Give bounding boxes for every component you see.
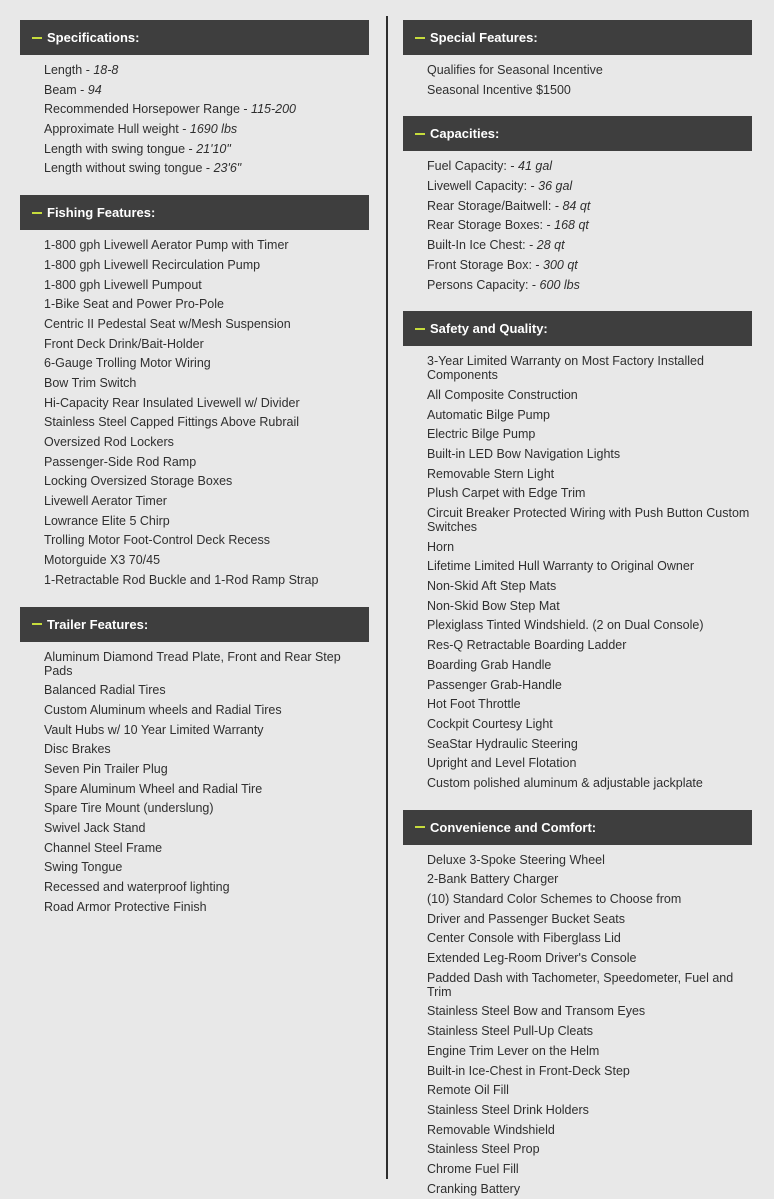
- item-label: Vault Hubs w/ 10 Year Limited Warranty: [44, 722, 264, 737]
- list-item: [427, 655, 752, 675]
- item-label: Channel Steel Frame: [44, 840, 163, 855]
- list-item: [427, 694, 752, 714]
- list-item: [44, 119, 369, 139]
- feature-list: [20, 642, 369, 917]
- list-item: [44, 452, 369, 472]
- item-label: Cranking Battery: [427, 1181, 521, 1196]
- list-item: [427, 1139, 752, 1159]
- item-label: Plush Carpet with Edge Trim: [427, 486, 586, 501]
- section-title: Fishing Features:: [47, 205, 156, 221]
- item-label: Length -: [44, 63, 94, 77]
- item-label: Stainless Steel Bow and Transom Eyes: [427, 1004, 646, 1019]
- list-item: [44, 550, 369, 570]
- list-item: [427, 734, 752, 754]
- list-item: [427, 850, 752, 870]
- list-item: [427, 1159, 752, 1179]
- item-label: Centric II Pedestal Seat w/Mesh Suspension: [44, 316, 291, 331]
- list-item: [44, 334, 369, 354]
- list-item: [44, 779, 369, 799]
- left-column: [20, 20, 369, 916]
- list-item: [44, 798, 369, 818]
- item-value: 300 qt: [543, 257, 578, 272]
- item-label: Balanced Radial Tires: [44, 683, 166, 698]
- section-header[interactable]: [20, 607, 369, 642]
- list-item: [44, 818, 369, 838]
- list-item: [427, 948, 752, 968]
- item-label: Deluxe 3-Spoke Steering Wheel: [427, 852, 605, 867]
- section-capacities: [403, 116, 752, 294]
- list-item: [44, 759, 369, 779]
- section-convenience-and-comfort: [403, 810, 752, 1199]
- item-label: Seasonal Incentive $1500: [427, 82, 571, 97]
- list-item: [44, 314, 369, 334]
- item-value: 23'6": [213, 161, 242, 176]
- item-label: Automatic Bilge Pump: [427, 407, 550, 422]
- list-item: [44, 491, 369, 511]
- list-item: [44, 897, 369, 917]
- item-label: Center Console with Fiberglass Lid: [427, 931, 621, 946]
- feature-list: [403, 845, 752, 1199]
- list-item: [427, 773, 752, 793]
- list-item: [427, 596, 752, 616]
- list-item: [44, 60, 369, 80]
- item-label: Non-Skid Bow Step Mat: [427, 598, 560, 613]
- item-label: 1-Bike Seat and Power Pro-Pole: [44, 297, 224, 312]
- list-item: [44, 353, 369, 373]
- item-label: Oversized Rod Lockers: [44, 435, 174, 449]
- item-label: Recessed and waterproof lighting: [44, 880, 230, 895]
- list-item: [427, 424, 752, 444]
- section-special-features: [403, 20, 752, 99]
- item-label: Disc Brakes: [44, 742, 111, 757]
- item-label: 1-800 gph Livewell Aerator Pump with Timer: [44, 238, 289, 253]
- list-item: [427, 1080, 752, 1100]
- list-item: [44, 647, 369, 681]
- item-label: Locking Oversized Storage Boxes: [44, 474, 233, 489]
- item-label: Cockpit Courtesy Light: [427, 716, 553, 731]
- section-title: Safety and Quality:: [430, 321, 548, 337]
- section-specifications: [20, 20, 369, 178]
- list-item: [44, 99, 369, 119]
- item-value: 18-8: [93, 63, 119, 77]
- item-label: Recommended Horsepower Range -: [44, 102, 252, 117]
- section-header[interactable]: [403, 20, 752, 55]
- list-item: [44, 275, 369, 295]
- item-label: Swing Tongue: [44, 860, 123, 875]
- list-item: [427, 1061, 752, 1081]
- feature-list: [403, 346, 752, 792]
- item-value: 600 lbs: [539, 277, 580, 292]
- list-item: [427, 351, 752, 385]
- item-label: Rear Storage Boxes: -: [427, 218, 555, 233]
- list-item: [44, 139, 369, 159]
- item-label: Res-Q Retractable Boarding Ladder: [427, 638, 627, 653]
- list-item: [427, 156, 752, 176]
- list-item: [427, 235, 752, 255]
- section-gap: [20, 178, 369, 195]
- item-label: Boarding Grab Handle: [427, 657, 552, 672]
- list-item: [427, 1041, 752, 1061]
- list-item: [44, 373, 369, 393]
- item-label: Seven Pin Trailer Plug: [44, 761, 168, 776]
- list-item: [427, 1179, 752, 1199]
- collapse-dash-icon: [32, 623, 42, 625]
- item-label: Beam -: [44, 82, 88, 97]
- collapse-dash-icon: [32, 37, 42, 39]
- item-label: Length with swing tongue -: [44, 141, 197, 156]
- item-label: Hot Foot Throttle: [427, 697, 521, 712]
- section-title: Trailer Features:: [47, 616, 149, 632]
- section-header[interactable]: [403, 311, 752, 346]
- list-item: [427, 635, 752, 655]
- section-title: Specifications:: [47, 30, 140, 45]
- list-item: [427, 80, 752, 100]
- item-label: Bow Trim Switch: [44, 375, 137, 390]
- item-label: SeaStar Hydraulic Steering: [427, 736, 578, 751]
- item-label: Circuit Breaker Protected Wiring with Push Button Custom Switches: [427, 506, 753, 534]
- list-item: [427, 275, 752, 295]
- item-label: Built-in Ice-Chest in Front-Deck Step: [427, 1063, 630, 1078]
- list-item: [427, 576, 752, 596]
- item-label: Upright and Level Flotation: [427, 756, 577, 771]
- list-item: [44, 570, 369, 590]
- item-label: 1-Retractable Rod Buckle and 1-Rod Ramp Strap: [44, 572, 319, 587]
- item-label: Stainless Steel Prop: [427, 1142, 540, 1157]
- item-label: Chrome Fuel Fill: [427, 1161, 519, 1176]
- item-label: Livewell Capacity: -: [427, 179, 539, 194]
- item-value: 84 qt: [562, 198, 591, 213]
- collapse-dash-icon: [32, 212, 42, 214]
- item-label: Road Armor Protective Finish: [44, 899, 207, 914]
- item-label: Engine Trim Lever on the Helm: [427, 1043, 600, 1058]
- item-label: Driver and Passenger Bucket Seats: [427, 911, 626, 926]
- item-label: Electric Bilge Pump: [427, 427, 536, 442]
- item-label: Hi-Capacity Rear Insulated Livewell w/ Divider: [44, 395, 300, 410]
- item-label: Stainless Steel Capped Fittings Above Rubrail: [44, 415, 300, 430]
- list-item: [44, 857, 369, 877]
- item-label: Built-In Ice Chest: -: [427, 238, 537, 253]
- list-item: [44, 838, 369, 858]
- feature-list: [20, 55, 369, 178]
- list-item: [427, 909, 752, 929]
- item-label: Removable Windshield: [427, 1122, 555, 1137]
- item-value: 28 qt: [536, 238, 565, 253]
- list-item: [44, 393, 369, 413]
- item-label: All Composite Construction: [427, 387, 578, 402]
- item-label: Stainless Steel Drink Holders: [427, 1102, 589, 1117]
- item-label: Persons Capacity: -: [427, 277, 540, 292]
- list-item: [427, 1021, 752, 1041]
- list-item: [427, 1120, 752, 1140]
- feature-list: [403, 55, 752, 99]
- list-item: [44, 511, 369, 531]
- item-label: Built-in LED Bow Navigation Lights: [427, 446, 621, 461]
- item-label: Spare Tire Mount (underslung): [44, 801, 214, 816]
- feature-list: [20, 230, 369, 589]
- list-item: [427, 714, 752, 734]
- item-label: Passenger Grab-Handle: [427, 677, 562, 692]
- item-label: (10) Standard Color Schemes to Choose from: [427, 892, 682, 906]
- list-item: [44, 739, 369, 759]
- collapse-dash-icon: [415, 37, 425, 39]
- column-divider: [386, 16, 388, 1179]
- item-label: Removable Stern Light: [427, 466, 555, 481]
- list-item: [427, 968, 752, 1002]
- item-label: Remote Oil Fill: [427, 1083, 509, 1098]
- item-value: 168 qt: [554, 218, 589, 233]
- item-label: 1-800 gph Livewell Recirculation Pump: [44, 257, 261, 272]
- item-label: Approximate Hull weight -: [44, 122, 190, 137]
- section-safety-and-quality: [403, 311, 752, 792]
- item-label: 3-Year Limited Warranty on Most Factory Installed Components: [427, 354, 708, 383]
- section-gap: [403, 793, 752, 810]
- item-label: Rear Storage/Baitwell: -: [427, 198, 563, 213]
- item-label: Non-Skid Aft Step Mats: [427, 579, 557, 594]
- list-item: [44, 680, 369, 700]
- item-label: Front Deck Drink/Bait-Holder: [44, 336, 204, 351]
- list-item: [44, 158, 369, 178]
- list-item: [44, 235, 369, 255]
- item-value: 21'10": [196, 141, 231, 156]
- section-title: Convenience and Comfort:: [430, 819, 597, 835]
- collapse-dash-icon: [415, 133, 425, 135]
- list-item: [427, 483, 752, 503]
- item-label: Padded Dash with Tachometer, Speedometer, Fuel and Trim: [427, 970, 737, 999]
- item-label: Motorguide X3 70/45: [44, 553, 161, 568]
- section-header[interactable]: [403, 116, 752, 151]
- item-label: Passenger-Side Rod Ramp: [44, 454, 197, 469]
- list-item: [427, 928, 752, 948]
- list-item: [44, 294, 369, 314]
- item-label: 2-Bank Battery Charger: [427, 872, 559, 887]
- item-value: 1690 lbs: [189, 122, 238, 137]
- item-label: Fuel Capacity: -: [427, 159, 519, 174]
- item-label: Custom Aluminum wheels and Radial Tires: [44, 702, 282, 717]
- list-item: [44, 432, 369, 452]
- list-item: [427, 1100, 752, 1120]
- item-value: 36 gal: [538, 179, 573, 194]
- item-label: Spare Aluminum Wheel and Radial Tire: [44, 781, 263, 796]
- list-item: [427, 405, 752, 425]
- section-title: Capacities:: [430, 126, 500, 142]
- section-gap: [403, 294, 752, 311]
- list-item: [427, 176, 752, 196]
- list-item: [427, 444, 752, 464]
- item-label: Stainless Steel Pull-Up Cleats: [427, 1024, 594, 1039]
- list-item: [427, 385, 752, 405]
- list-item: [44, 530, 369, 550]
- list-item: [44, 471, 369, 491]
- item-label: Lifetime Limited Hull Warranty to Original Owner: [427, 559, 694, 574]
- item-value: 41 gal: [518, 159, 553, 174]
- list-item: [427, 537, 752, 557]
- item-label: Plexiglass Tinted Windshield. (2 on Dual Console): [427, 618, 704, 633]
- list-item: [427, 556, 752, 576]
- section-trailer-features: [20, 607, 369, 917]
- list-item: [427, 196, 752, 216]
- list-item: [427, 869, 752, 889]
- item-label: Trolling Motor Foot-Control Deck Recess: [44, 533, 270, 548]
- item-label: Aluminum Diamond Tread Plate, Front and Rear Step Pads: [44, 649, 345, 678]
- item-label: Qualifies for Seasonal Incentive: [427, 63, 603, 77]
- section-header[interactable]: [403, 810, 752, 845]
- item-label: Extended Leg-Room Driver's Console: [427, 951, 637, 966]
- item-label: Length without swing tongue -: [44, 161, 214, 176]
- item-label: Front Storage Box: -: [427, 257, 544, 272]
- feature-list: [403, 151, 752, 294]
- list-item: [44, 80, 369, 100]
- collapse-dash-icon: [415, 328, 425, 330]
- section-fishing-features: [20, 195, 369, 589]
- list-item: [44, 412, 369, 432]
- list-item: [427, 255, 752, 275]
- list-item: [427, 753, 752, 773]
- list-item: [427, 464, 752, 484]
- list-item: [427, 503, 752, 537]
- list-item: [427, 60, 752, 80]
- list-item: [44, 877, 369, 897]
- item-label: Swivel Jack Stand: [44, 821, 146, 835]
- section-header[interactable]: [20, 20, 369, 55]
- list-item: [44, 720, 369, 740]
- section-gap: [403, 99, 752, 116]
- list-item: [427, 889, 752, 909]
- item-label: Livewell Aerator Timer: [44, 494, 167, 509]
- item-label: Horn: [427, 539, 455, 554]
- item-label: 1-800 gph Livewell Pumpout: [44, 277, 202, 292]
- item-label: Lowrance Elite 5 Chirp: [44, 513, 170, 528]
- list-item: [427, 1001, 752, 1021]
- item-value: 115-200: [251, 102, 296, 117]
- right-column: [403, 20, 752, 1198]
- list-item: [427, 675, 752, 695]
- collapse-dash-icon: [415, 826, 425, 828]
- list-item: [44, 700, 369, 720]
- section-title: Special Features:: [430, 30, 538, 45]
- list-item: [427, 215, 752, 235]
- item-label: Custom polished aluminum & adjustable jackplate: [427, 775, 703, 790]
- section-header[interactable]: [20, 195, 369, 230]
- section-gap: [20, 590, 369, 607]
- item-label: 6-Gauge Trolling Motor Wiring: [44, 356, 211, 371]
- list-item: [427, 615, 752, 635]
- item-value: 94: [87, 82, 102, 97]
- list-item: [44, 255, 369, 275]
